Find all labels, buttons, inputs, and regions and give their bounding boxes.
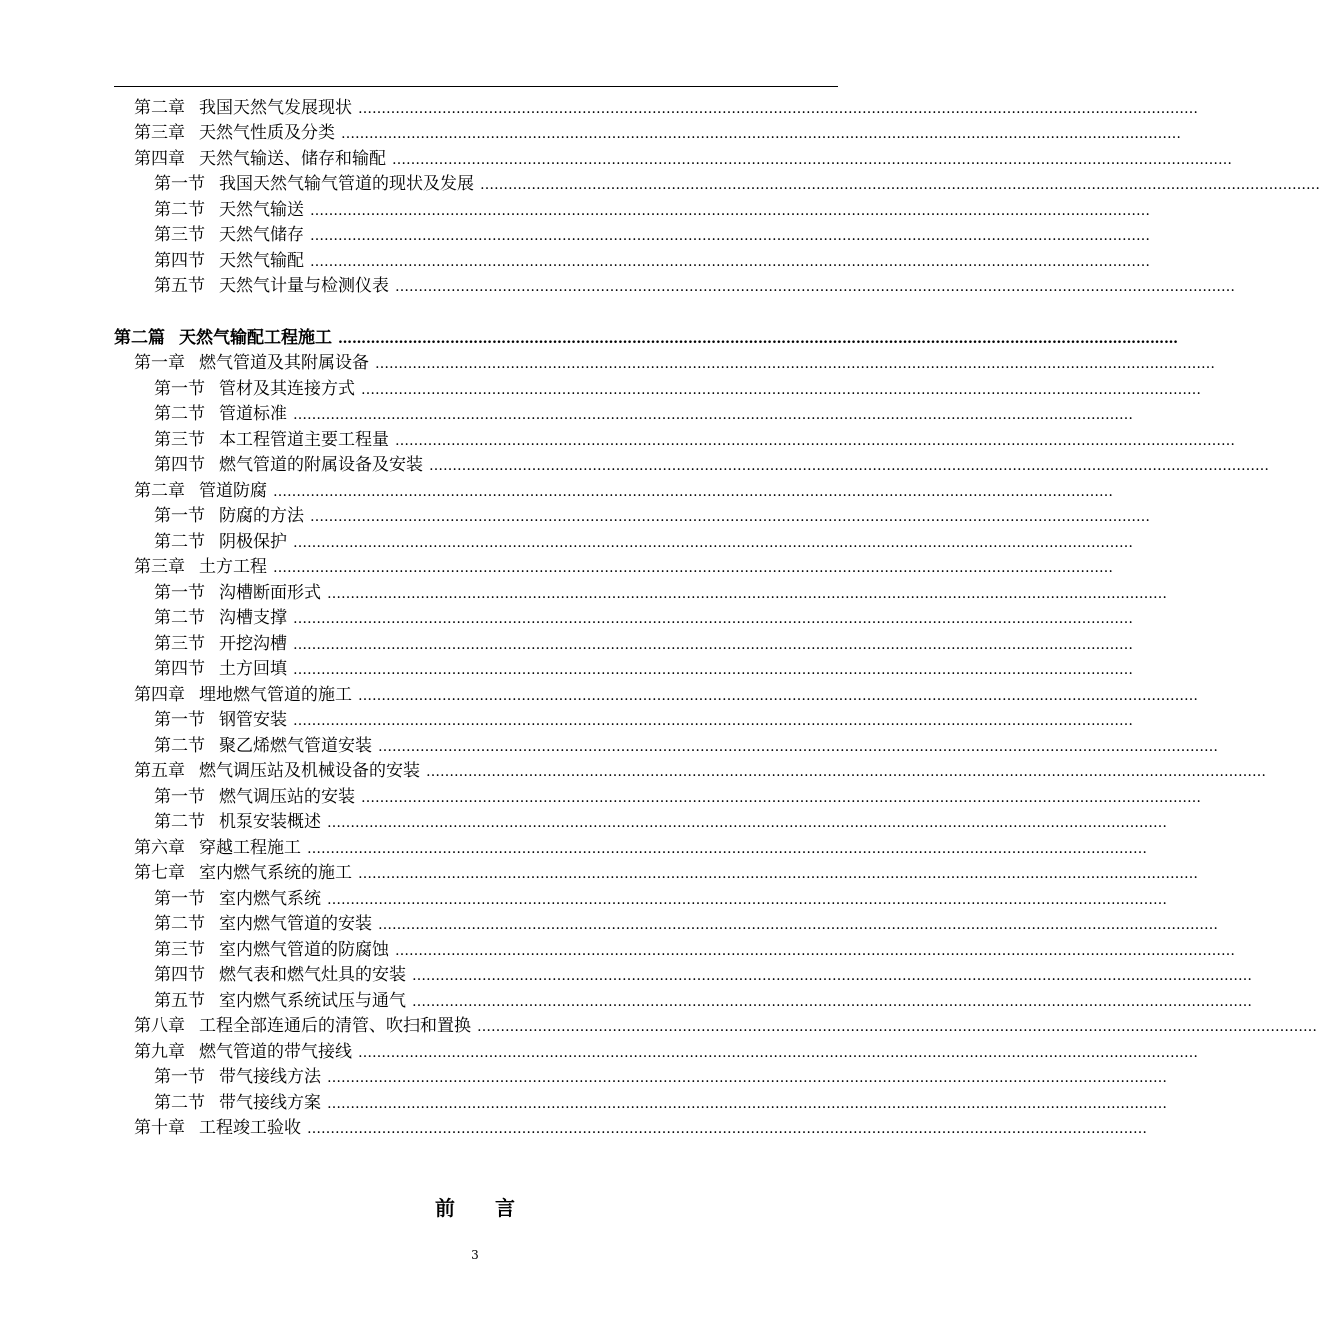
- toc-leader-dots: ………………………………………………………………………………………………………………………………………………………………: [358, 688, 1198, 704]
- toc-entry-label: 第六章: [134, 838, 185, 858]
- toc-entry: [154, 274, 1235, 298]
- toc-entry-title: 室内燃气系统的施工: [199, 863, 352, 883]
- toc-entry-label: 第二节: [154, 404, 205, 424]
- toc-leader-dots: ………………………………………………………………………………………………………………………………………………………………: [392, 152, 1232, 168]
- toc-entry: [154, 734, 1218, 758]
- toc-entry: [134, 683, 1198, 707]
- toc-leader-dots: ………………………………………………………………………………………………………………………………………………………………: [293, 713, 1133, 729]
- toc-entry-label: 第五章: [134, 761, 185, 781]
- toc-entry-title: 防腐的方法: [219, 506, 304, 526]
- toc-entry-label: 第二节: [154, 532, 205, 552]
- toc-leader-dots: ………………………………………………………………………………………………………………………………………………………………: [426, 764, 1266, 780]
- toc-leader-dots: ………………………………………………………………………………………………………………………………………………………………: [307, 841, 1147, 857]
- page-number: 3: [471, 1248, 479, 1262]
- toc-leader-dots: ………………………………………………………………………………………………………………………………………………………………: [310, 203, 1150, 219]
- toc-entry-label: 第四章: [134, 149, 185, 169]
- toc-entry-label: 第三节: [154, 430, 205, 450]
- toc-entry-label: 第三节: [154, 634, 205, 654]
- toc-entry-label: 第五节: [154, 991, 205, 1011]
- toc-entry: [134, 555, 1113, 579]
- toc-entry-title: 我国天然气输气管道的现状及发展: [219, 174, 474, 194]
- toc-entry-label: 第八章: [134, 1016, 185, 1036]
- toc-leader-dots: ………………………………………………………………………………………………………………………………………………………………: [395, 943, 1235, 959]
- toc-entry: [134, 861, 1198, 885]
- toc-entry: [154, 810, 1167, 834]
- toc-entry-label: 第四章: [134, 685, 185, 705]
- toc-leader-dots: ………………………………………………………………………………………………………………………………………………………………: [327, 815, 1167, 831]
- toc-leader-dots: ………………………………………………………………………………………………………………………………………………………………: [310, 509, 1150, 525]
- toc-entry-title: 埋地燃气管道的施工: [199, 685, 352, 705]
- toc-entry-title: 聚乙烯燃气管道安装: [219, 736, 372, 756]
- toc-entry-title: 开挖沟槽: [219, 634, 287, 654]
- toc-entry: [154, 785, 1201, 809]
- toc-entry-title: 土方回填: [219, 659, 287, 679]
- toc-entry-title: 天然气储存: [219, 225, 304, 245]
- toc-entry-title: 沟槽支撑: [219, 608, 287, 628]
- toc-entry-title: 天然气输送、储存和输配: [199, 149, 386, 169]
- toc-entry: [154, 938, 1235, 962]
- toc-leader-dots: ………………………………………………………………………………………………………………………………………………………………: [273, 560, 1113, 576]
- toc-entry: [134, 479, 1113, 503]
- toc-entry-title: 穿越工程施工: [199, 838, 301, 858]
- toc-leader-dots: ………………………………………………………………………………………………………………………………………………………………: [327, 892, 1167, 908]
- toc-entry-title: 本工程管道主要工程量: [219, 430, 389, 450]
- header-rule: [114, 86, 838, 87]
- toc-entry-label: 第二节: [154, 812, 205, 832]
- toc-leader-dots: ………………………………………………………………………………………………………………………………………………………………: [412, 994, 1252, 1010]
- toc-entry-label: 第一节: [154, 787, 205, 807]
- toc-entry: [154, 198, 1150, 222]
- toc-entry-title: 室内燃气管道的防腐蚀: [219, 940, 389, 960]
- toc-entry: [154, 1065, 1167, 1089]
- toc-entry: [154, 530, 1133, 554]
- toc-entry-title: 阴极保护: [219, 532, 287, 552]
- toc-leader-dots: ………………………………………………………………………………………………………………………………………………………………: [378, 739, 1218, 755]
- toc-leader-dots: ………………………………………………………………………………………………………………………………………………………………: [358, 866, 1198, 882]
- toc-entry-title: 带气接线方法: [219, 1067, 321, 1087]
- toc-entry: [154, 708, 1133, 732]
- toc-leader-dots: ………………………………………………………………………………………………………………………………………………………………: [273, 484, 1113, 500]
- toc-leader-dots: ………………………………………………………………………………………………………………………………………………………………: [327, 586, 1167, 602]
- toc-leader-dots: ………………………………………………………………………………………………………………………………………………………………: [327, 1070, 1167, 1086]
- toc-entry-label: 第二节: [154, 1093, 205, 1113]
- toc-entry-title: 天然气输配: [219, 251, 304, 271]
- toc-leader-dots: ………………………………………………………………………………………………………………………………………………………………: [293, 611, 1133, 627]
- toc-entry-label: 第二节: [154, 736, 205, 756]
- toc-entry: [154, 172, 1320, 196]
- toc-entry: [154, 402, 1133, 426]
- toc-entry-label: 第三章: [134, 123, 185, 143]
- toc-entry-title: 工程全部连通后的清管、吹扫和置换: [199, 1016, 471, 1036]
- toc-entry-title: 室内燃气管道的安装: [219, 914, 372, 934]
- toc-entry-title: 燃气调压站及机械设备的安装: [199, 761, 420, 781]
- toc-leader-dots: ………………………………………………………………………………………………………………………………………………………………: [338, 331, 1178, 347]
- toc-entry-label: 第二节: [154, 914, 205, 934]
- toc-entry-title: 天然气输配工程施工: [179, 328, 332, 348]
- toc-entry-label: 第一节: [154, 889, 205, 909]
- toc-entry: [154, 912, 1218, 936]
- toc-entry-label: 第二节: [154, 608, 205, 628]
- toc-entry: [134, 96, 1198, 120]
- toc-entry-label: 第三章: [134, 557, 185, 577]
- toc-entry-label: 第三节: [154, 940, 205, 960]
- toc-entry: [154, 887, 1167, 911]
- toc-entry-label: 第九章: [134, 1042, 185, 1062]
- toc-entry-label: 第七章: [134, 863, 185, 883]
- toc-entry-label: 第五节: [154, 276, 205, 296]
- toc-entry-title: 钢管安装: [219, 710, 287, 730]
- toc-entry-label: 第一节: [154, 1067, 205, 1087]
- toc-entry-title: 燃气管道的附属设备及安装: [219, 455, 423, 475]
- toc-entry-title: 燃气管道及其附属设备: [199, 353, 369, 373]
- toc-entry: [134, 1014, 1317, 1038]
- toc-leader-dots: ………………………………………………………………………………………………………………………………………………………………: [358, 101, 1198, 117]
- toc-entry-label: 第二章: [134, 98, 185, 118]
- toc-entry-title: 天然气输送: [219, 200, 304, 220]
- toc-entry-title: 天然气计量与检测仪表: [219, 276, 389, 296]
- toc-entry: [134, 836, 1147, 860]
- toc-entry-label: 第四节: [154, 455, 205, 475]
- toc-entry: [154, 632, 1133, 656]
- toc-entry-title: 土方工程: [199, 557, 267, 577]
- toc-entry-title: 天然气性质及分类: [199, 123, 335, 143]
- toc-leader-dots: ………………………………………………………………………………………………………………………………………………………………: [375, 356, 1215, 372]
- toc-entry-title: 带气接线方案: [219, 1093, 321, 1113]
- toc-leader-dots: ………………………………………………………………………………………………………………………………………………………………: [293, 535, 1133, 551]
- toc-entry: [134, 1040, 1198, 1064]
- toc-entry-title: 管道防腐: [199, 481, 267, 501]
- toc-leader-dots: ………………………………………………………………………………………………………………………………………………………………: [358, 1045, 1198, 1061]
- toc-entry: [154, 1091, 1167, 1115]
- toc-entry-title: 管材及其连接方式: [219, 379, 355, 399]
- toc-entry: [154, 223, 1150, 247]
- toc-leader-dots: ………………………………………………………………………………………………………………………………………………………………: [327, 1096, 1167, 1112]
- toc-entry-title: 机泵安装概述: [219, 812, 321, 832]
- toc-entry: [114, 326, 1178, 350]
- toc-entry: [154, 504, 1150, 528]
- toc-entry-label: 第二节: [154, 200, 205, 220]
- toc-entry-label: 第十章: [134, 1118, 185, 1138]
- toc-entry-label: 第一节: [154, 583, 205, 603]
- preface-heading: 前言: [435, 1196, 555, 1220]
- toc-entry: [134, 1116, 1147, 1140]
- toc-leader-dots: ………………………………………………………………………………………………………………………………………………………………: [341, 126, 1181, 142]
- toc-leader-dots: ………………………………………………………………………………………………………………………………………………………………: [395, 279, 1235, 295]
- toc-entry-label: 第一章: [134, 353, 185, 373]
- toc-leader-dots: ………………………………………………………………………………………………………………………………………………………………: [477, 1019, 1317, 1035]
- toc-entry-label: 第一节: [154, 174, 205, 194]
- toc-entry-label: 第四节: [154, 659, 205, 679]
- toc-entry-label: 第四节: [154, 965, 205, 985]
- toc-entry-title: 室内燃气系统试压与通气: [219, 991, 406, 1011]
- toc-entry-title: 沟槽断面形式: [219, 583, 321, 603]
- toc-leader-dots: ………………………………………………………………………………………………………………………………………………………………: [361, 790, 1201, 806]
- toc-entry: [154, 963, 1252, 987]
- toc-leader-dots: ………………………………………………………………………………………………………………………………………………………………: [310, 228, 1150, 244]
- toc-entry: [154, 606, 1133, 630]
- toc-entry-label: 第一节: [154, 379, 205, 399]
- toc-entry-label: 第三节: [154, 225, 205, 245]
- toc-entry-title: 燃气表和燃气灶具的安装: [219, 965, 406, 985]
- toc-entry: [154, 428, 1235, 452]
- toc-entry: [134, 147, 1232, 171]
- toc-leader-dots: ………………………………………………………………………………………………………………………………………………………………: [395, 433, 1235, 449]
- toc-leader-dots: ………………………………………………………………………………………………………………………………………………………………: [361, 382, 1201, 398]
- toc-leader-dots: ………………………………………………………………………………………………………………………………………………………………: [293, 407, 1133, 423]
- toc-leader-dots: ………………………………………………………………………………………………………………………………………………………………: [378, 917, 1218, 933]
- toc-entry: [154, 657, 1133, 681]
- toc-entry-label: 第二章: [134, 481, 185, 501]
- toc-entry-label: 第一节: [154, 506, 205, 526]
- toc-leader-dots: ………………………………………………………………………………………………………………………………………………………………: [429, 458, 1269, 474]
- toc-entry: [134, 759, 1266, 783]
- toc-leader-dots: ………………………………………………………………………………………………………………………………………………………………: [293, 637, 1133, 653]
- toc-leader-dots: ………………………………………………………………………………………………………………………………………………………………: [412, 968, 1252, 984]
- toc-leader-dots: ………………………………………………………………………………………………………………………………………………………………: [307, 1121, 1147, 1137]
- toc-entry-label: 第四节: [154, 251, 205, 271]
- toc-entry-title: 室内燃气系统: [219, 889, 321, 909]
- toc-entry: [134, 121, 1181, 145]
- toc-entry: [154, 453, 1269, 477]
- toc-entry-title: 燃气调压站的安装: [219, 787, 355, 807]
- toc-leader-dots: ………………………………………………………………………………………………………………………………………………………………: [293, 662, 1133, 678]
- toc-entry-label: 第一节: [154, 710, 205, 730]
- toc-entry: [154, 377, 1201, 401]
- toc-entry-title: 工程竣工验收: [199, 1118, 301, 1138]
- toc-leader-dots: ………………………………………………………………………………………………………………………………………………………………: [310, 254, 1150, 270]
- toc-leader-dots: ………………………………………………………………………………………………………………………………………………………………: [480, 177, 1320, 193]
- toc-entry-title: 管道标准: [219, 404, 287, 424]
- toc-entry: [134, 351, 1215, 375]
- toc-entry: [154, 989, 1252, 1013]
- toc-entry-label: 第二篇: [114, 328, 165, 348]
- toc-entry-title: 我国天然气发展现状: [199, 98, 352, 118]
- toc-entry: [154, 249, 1150, 273]
- toc-entry-title: 燃气管道的带气接线: [199, 1042, 352, 1062]
- toc-entry: [154, 581, 1167, 605]
